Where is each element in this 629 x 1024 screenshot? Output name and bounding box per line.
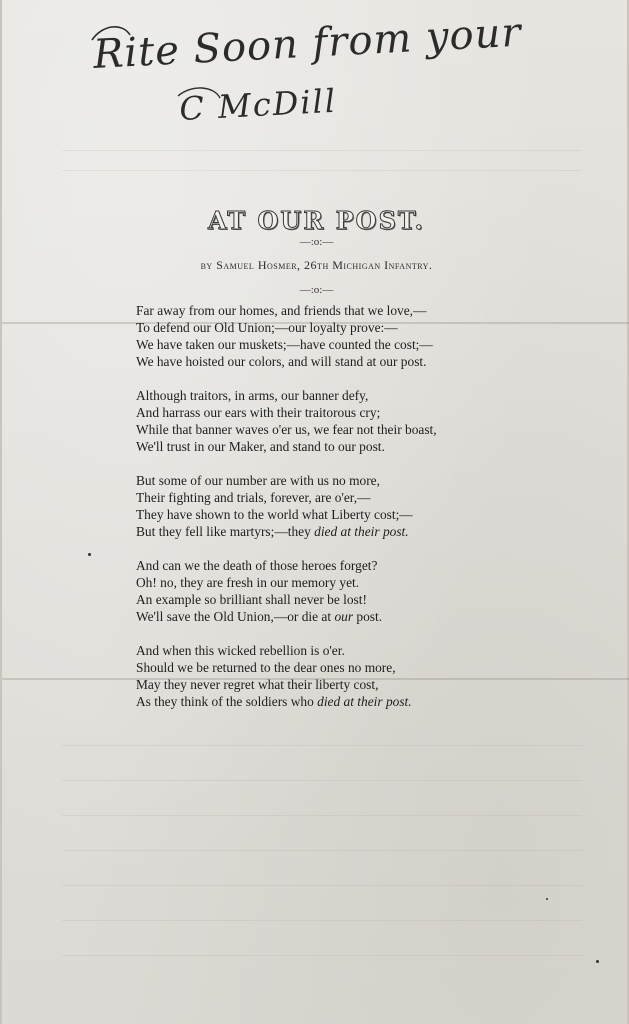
poem-line-italic: died at their post.	[317, 694, 412, 709]
poem-line-italic: died at their post.	[314, 524, 409, 539]
poem-line-text: But they fell like martyrs;—they	[136, 524, 315, 539]
ink-speck	[88, 553, 91, 556]
separator: —:o:—	[299, 236, 334, 248]
poem-line: We'll trust in our Maker, and stand to our post.	[136, 439, 385, 454]
poem-line: And when this wicked rebellion is o'er.	[136, 643, 345, 658]
stanza-3	[136, 472, 556, 540]
handwritten-inscription	[2, 0, 629, 140]
ink-speck	[596, 960, 599, 963]
poem-line: Far away from our homes, and friends that we love,—	[136, 303, 427, 318]
poem-line: May they never regret what their liberty cost,	[136, 677, 379, 692]
poem-line: To defend our Old Union;—our loyalty prove:—	[136, 320, 398, 335]
bleed-through-line	[62, 850, 582, 851]
poem-line-text: post.	[353, 609, 383, 624]
poem-title: AT OUR POST.	[207, 206, 426, 235]
bleed-through-line	[62, 150, 582, 151]
poem-line: But some of our number are with us no more,	[136, 473, 380, 488]
poem-line: And harrass our ears with their traitorous cry;	[136, 405, 381, 420]
byline: by Samuel Hosmer, 26th Michigan Infantry.	[200, 258, 433, 272]
bleed-through-line	[62, 920, 582, 921]
bleed-through-line	[62, 745, 582, 746]
poem-line: They have shown to the world what Liberty cost;—	[136, 507, 413, 522]
poem-line: An example so brilliant shall never be lost!	[136, 592, 367, 607]
bleed-through-line	[62, 780, 582, 781]
poem-line-italic: our	[334, 609, 354, 624]
stanza-2	[136, 387, 556, 455]
poem-line	[136, 693, 556, 710]
poem-line: Their fighting and trials, forever, are o'er,—	[136, 490, 371, 505]
stanza-5	[136, 642, 556, 710]
poem-line: We have taken our muskets;—have counted the cost;—	[136, 337, 433, 352]
poem-line-text: We'll save the Old Union,—or die at	[136, 609, 335, 624]
poem-line: Should we be returned to the dear ones no more,	[136, 660, 396, 675]
poem-line-text: As they think of the soldiers who	[136, 694, 318, 709]
ink-speck	[546, 898, 548, 900]
bleed-through-line	[62, 815, 582, 816]
bleed-through-line	[62, 955, 582, 956]
inscription-line-2: C McDill	[178, 81, 338, 128]
poem-line	[136, 523, 556, 540]
poem-line: While that banner waves o'er us, we fear not their boast,	[136, 422, 437, 437]
stanza-1	[136, 302, 556, 370]
poem-line	[136, 608, 556, 625]
poem-body	[136, 302, 556, 727]
poem-line: And can we the death of those heroes forget?	[136, 558, 378, 573]
bleed-through-line	[62, 885, 582, 886]
poem-line: Although traitors, in arms, our banner defy,	[136, 388, 369, 403]
bleed-through-line	[62, 170, 582, 171]
separator: —:o:—	[299, 284, 334, 296]
poem-line: Oh! no, they are fresh in our memory yet.	[136, 575, 360, 590]
inscription-line-1: Rite Soon from your	[92, 9, 523, 78]
poem-line: We have hoisted our colors, and will stand at our post.	[136, 354, 427, 369]
stanza-4	[136, 557, 556, 625]
